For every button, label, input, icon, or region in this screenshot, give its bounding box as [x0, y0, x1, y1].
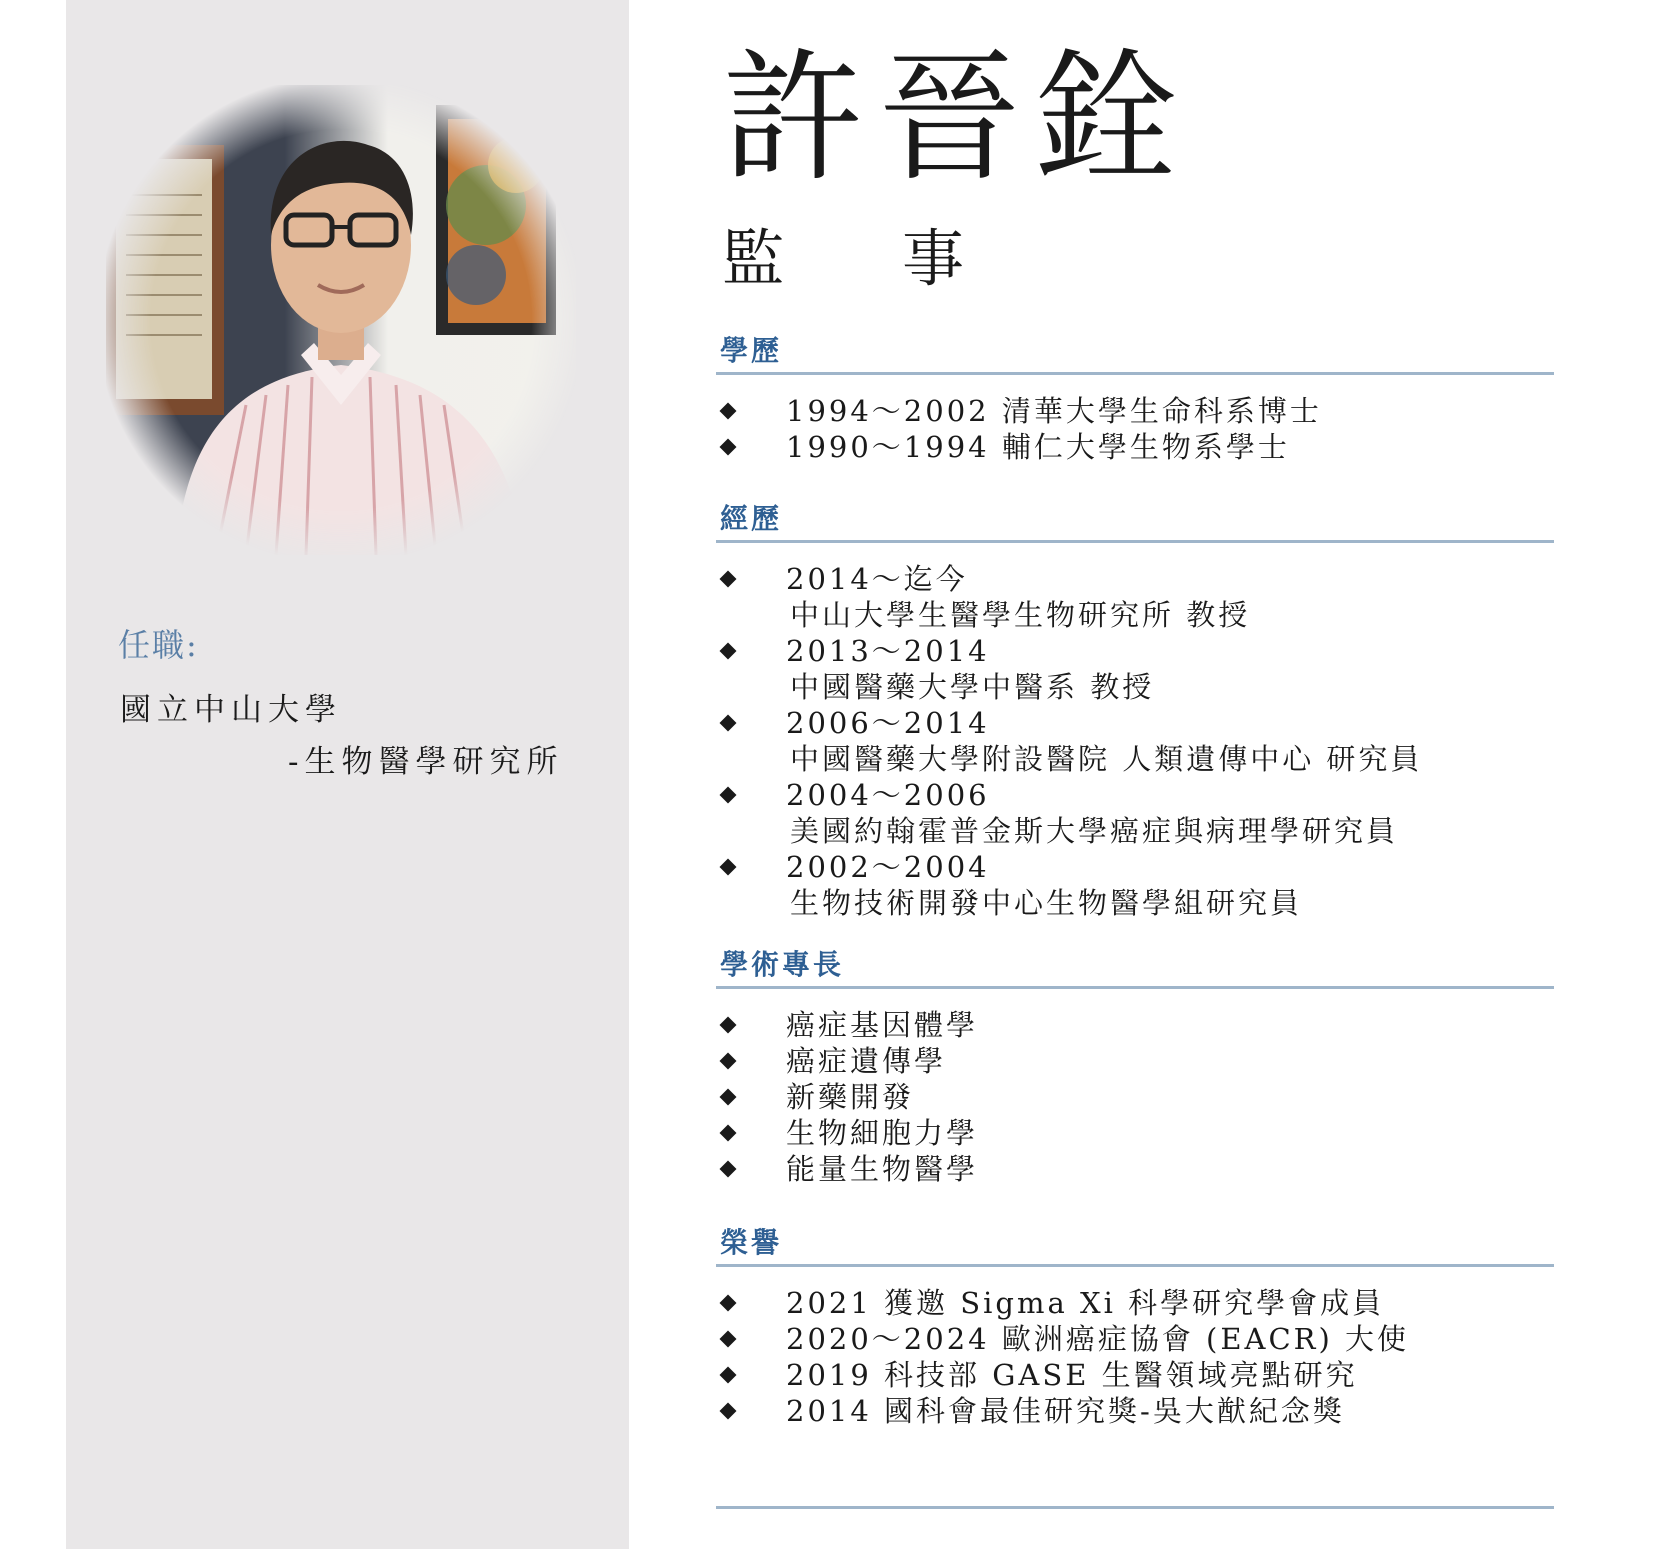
list-item [716, 429, 1554, 465]
education-section [716, 330, 1554, 465]
expertise-item: 能量生物醫學 [786, 1152, 979, 1186]
list-item [716, 1321, 1554, 1357]
list-item [716, 393, 1554, 429]
bullet-icon [720, 1403, 737, 1420]
person-name: 許晉銓 [722, 36, 1190, 201]
experience-detail: 中國醫藥大學中醫系 教授 [790, 670, 1155, 704]
bullet-icon [720, 403, 737, 420]
bullet-icon [720, 439, 737, 456]
list-item [716, 777, 1554, 849]
education-item: 1990～1994 輔仁大學生物系學士 [786, 430, 1290, 464]
expertise-title: 學術專長 [716, 944, 1554, 989]
experience-detail: 美國約翰霍普金斯大學癌症與病理學研究員 [790, 814, 1399, 848]
experience-section [716, 498, 1554, 921]
expertise-item: 新藥開發 [786, 1080, 915, 1114]
expertise-section [716, 944, 1554, 1187]
honors-item: 2014 國科會最佳研究獎-吳大猷紀念獎 [786, 1394, 1345, 1428]
list-item [716, 1115, 1554, 1151]
expertise-item: 生物細胞力學 [786, 1116, 979, 1150]
profile-photo [106, 85, 576, 555]
honors-item: 2020～2024 歐洲癌症協會 (EACR) 大使 [786, 1322, 1410, 1356]
experience-detail: 中山大學生醫學生物研究所 教授 [790, 598, 1251, 632]
list-item [716, 633, 1554, 705]
post-department: -生物醫學研究所 [288, 744, 564, 780]
experience-title: 經歷 [716, 498, 1554, 543]
bullet-icon [720, 643, 737, 660]
bullet-icon [720, 571, 737, 588]
post-label: 任職: [118, 626, 199, 664]
experience-period: 2013～2014 [786, 634, 990, 668]
bullet-icon [720, 1331, 737, 1348]
list-item [716, 1043, 1554, 1079]
bullet-icon [720, 1161, 737, 1178]
experience-detail: 中國醫藥大學附設醫院 人類遺傳中心 研究員 [790, 742, 1423, 776]
experience-period: 2014～迄今 [786, 562, 968, 596]
expertise-item: 癌症基因體學 [786, 1008, 979, 1042]
list-item [716, 1285, 1554, 1321]
bullet-icon [720, 787, 737, 804]
experience-period: 2006～2014 [786, 706, 990, 740]
bullet-icon [720, 1367, 737, 1384]
list-item [716, 705, 1554, 777]
bullet-icon [720, 1125, 737, 1142]
honors-item: 2021 獲邀 Sigma Xi 科學研究學會成員 [786, 1286, 1385, 1320]
role-char-2: 事 [902, 222, 965, 295]
role-char-1: 監 [722, 222, 785, 295]
honors-item: 2019 科技部 GASE 生醫領域亮點研究 [786, 1358, 1358, 1392]
list-item [716, 849, 1554, 921]
education-title: 學歷 [716, 330, 1554, 375]
person-role [722, 222, 965, 295]
post-institution: 國立中山大學 [120, 692, 342, 728]
bullet-icon [720, 1053, 737, 1070]
honors-title: 榮譽 [716, 1222, 1554, 1267]
bullet-icon [720, 1295, 737, 1312]
list-item [716, 1357, 1554, 1393]
experience-period: 2002～2004 [786, 850, 990, 884]
bullet-icon [720, 1017, 737, 1034]
bottom-divider [716, 1506, 1554, 1509]
education-item: 1994～2002 清華大學生命科系博士 [786, 394, 1322, 428]
experience-detail: 生物技術開發中心生物醫學組研究員 [790, 886, 1303, 920]
bullet-icon [720, 859, 737, 876]
honors-section [716, 1222, 1554, 1429]
expertise-item: 癌症遺傳學 [786, 1044, 947, 1078]
bullet-icon [720, 715, 737, 732]
list-item [716, 561, 1554, 633]
list-item [716, 1007, 1554, 1043]
list-item [716, 1393, 1554, 1429]
experience-period: 2004～2006 [786, 778, 990, 812]
bullet-icon [720, 1089, 737, 1106]
list-item [716, 1079, 1554, 1115]
list-item [716, 1151, 1554, 1187]
